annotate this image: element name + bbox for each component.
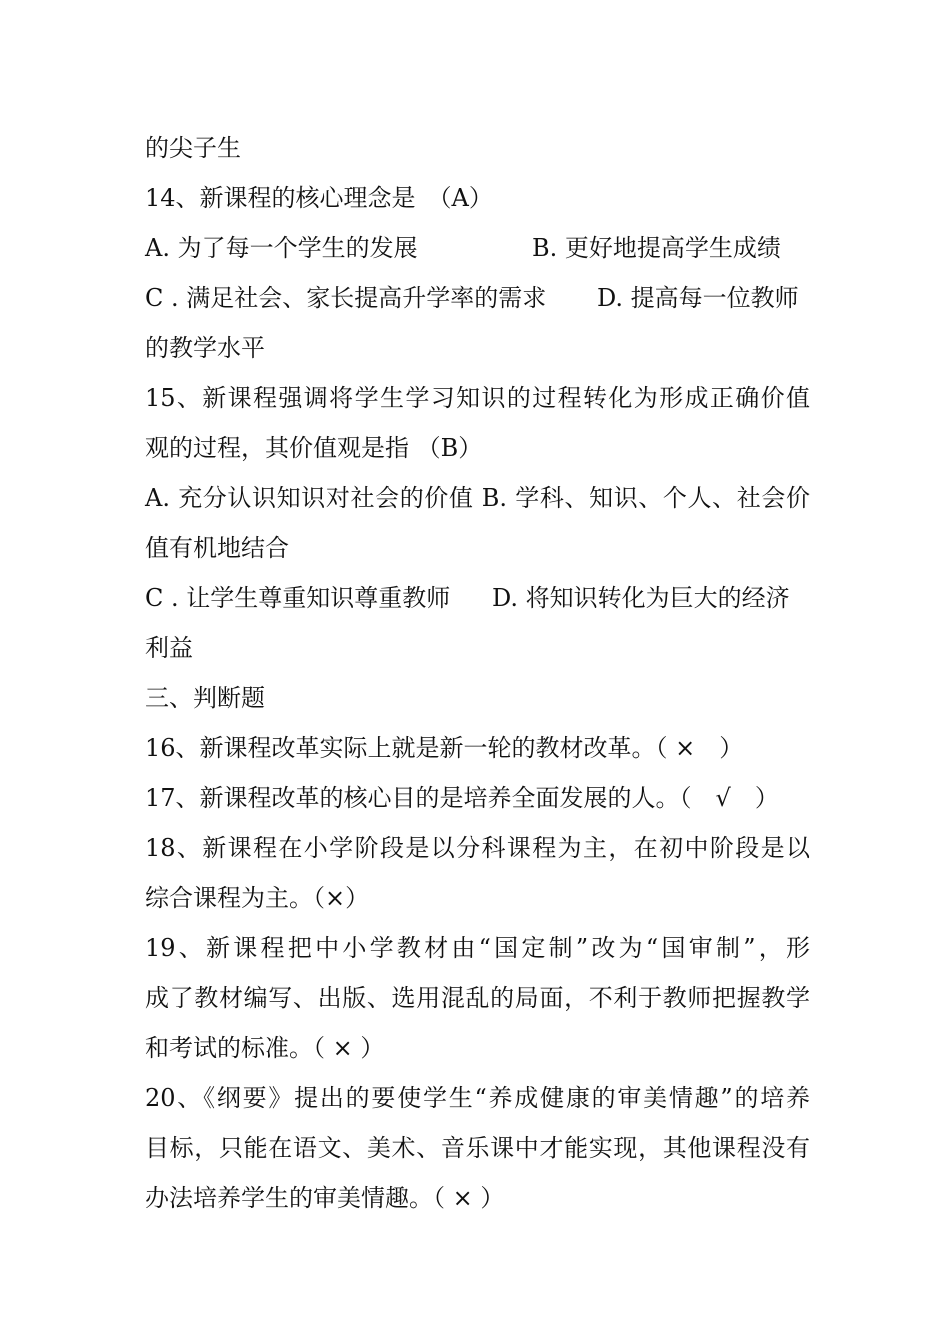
- q15-stem-line1: 15、新课程强调将学生学习知识的过程转化为形成正确价值: [145, 384, 810, 412]
- q16: 16、新课程改革实际上就是新一轮的教材改革。（ × ）: [145, 734, 744, 762]
- q17: 17、新课程改革的核心目的是培养全面发展的人。（ √ ）: [145, 784, 779, 812]
- q14-option-a: A. 为了每一个学生的发展: [145, 234, 418, 262]
- q14-option-b: B. 更好地提高学生成绩: [532, 234, 781, 262]
- q15-options-cd: [145, 582, 810, 614]
- q19-line2: 成了教材编写、出版、选用混乱的局面，不利于教师把握教学: [145, 984, 810, 1012]
- q15-stem-line2: 观的过程，其价值观是指 （B）: [145, 434, 483, 462]
- section-title: 三、判断题: [145, 684, 265, 712]
- q20-line2: 目标，只能在语文、美术、音乐课中才能实现，其他课程没有: [145, 1134, 810, 1162]
- q20-line3: 办法培养学生的审美情趣。（ × ）: [145, 1184, 505, 1212]
- q15-option-b-continuation: 值有机地结合: [145, 534, 289, 562]
- q14-stem: 14、新课程的核心理念是 （A）: [145, 184, 493, 212]
- q18-line1: 18、新课程在小学阶段是以分科课程为主，在初中阶段是以: [145, 834, 810, 862]
- q14-option-c: C . 满足社会、家长提高升学率的需求: [145, 284, 547, 312]
- q15-option-d-continuation: 利益: [145, 634, 193, 662]
- q13-continuation: 的尖子生: [145, 134, 241, 162]
- q14-option-d-continuation: 的教学水平: [145, 334, 265, 362]
- q19-line3: 和考试的标准。（ × ）: [145, 1034, 385, 1062]
- q20-line1: 20、《纲要》提出的要使学生“养成健康的审美情趣”的培养: [145, 1084, 810, 1112]
- q14-option-d: D. 提高每一位教师: [597, 284, 799, 312]
- q14-options-ab: [145, 232, 810, 264]
- q19-line1: 19、新课程把中小学教材由“国定制”改为“国审制”，形: [145, 934, 810, 962]
- q15-option-d: D. 将知识转化为巨大的经济: [492, 584, 790, 612]
- q18-line2: 综合课程为主。（×）: [145, 884, 370, 912]
- q15-option-c: C . 让学生尊重知识尊重教师: [145, 584, 451, 612]
- q14-options-cd: [145, 282, 810, 314]
- q15-options-ab: A. 充分认识知识对社会的价值 B. 学科、知识、个人、社会价: [145, 484, 810, 512]
